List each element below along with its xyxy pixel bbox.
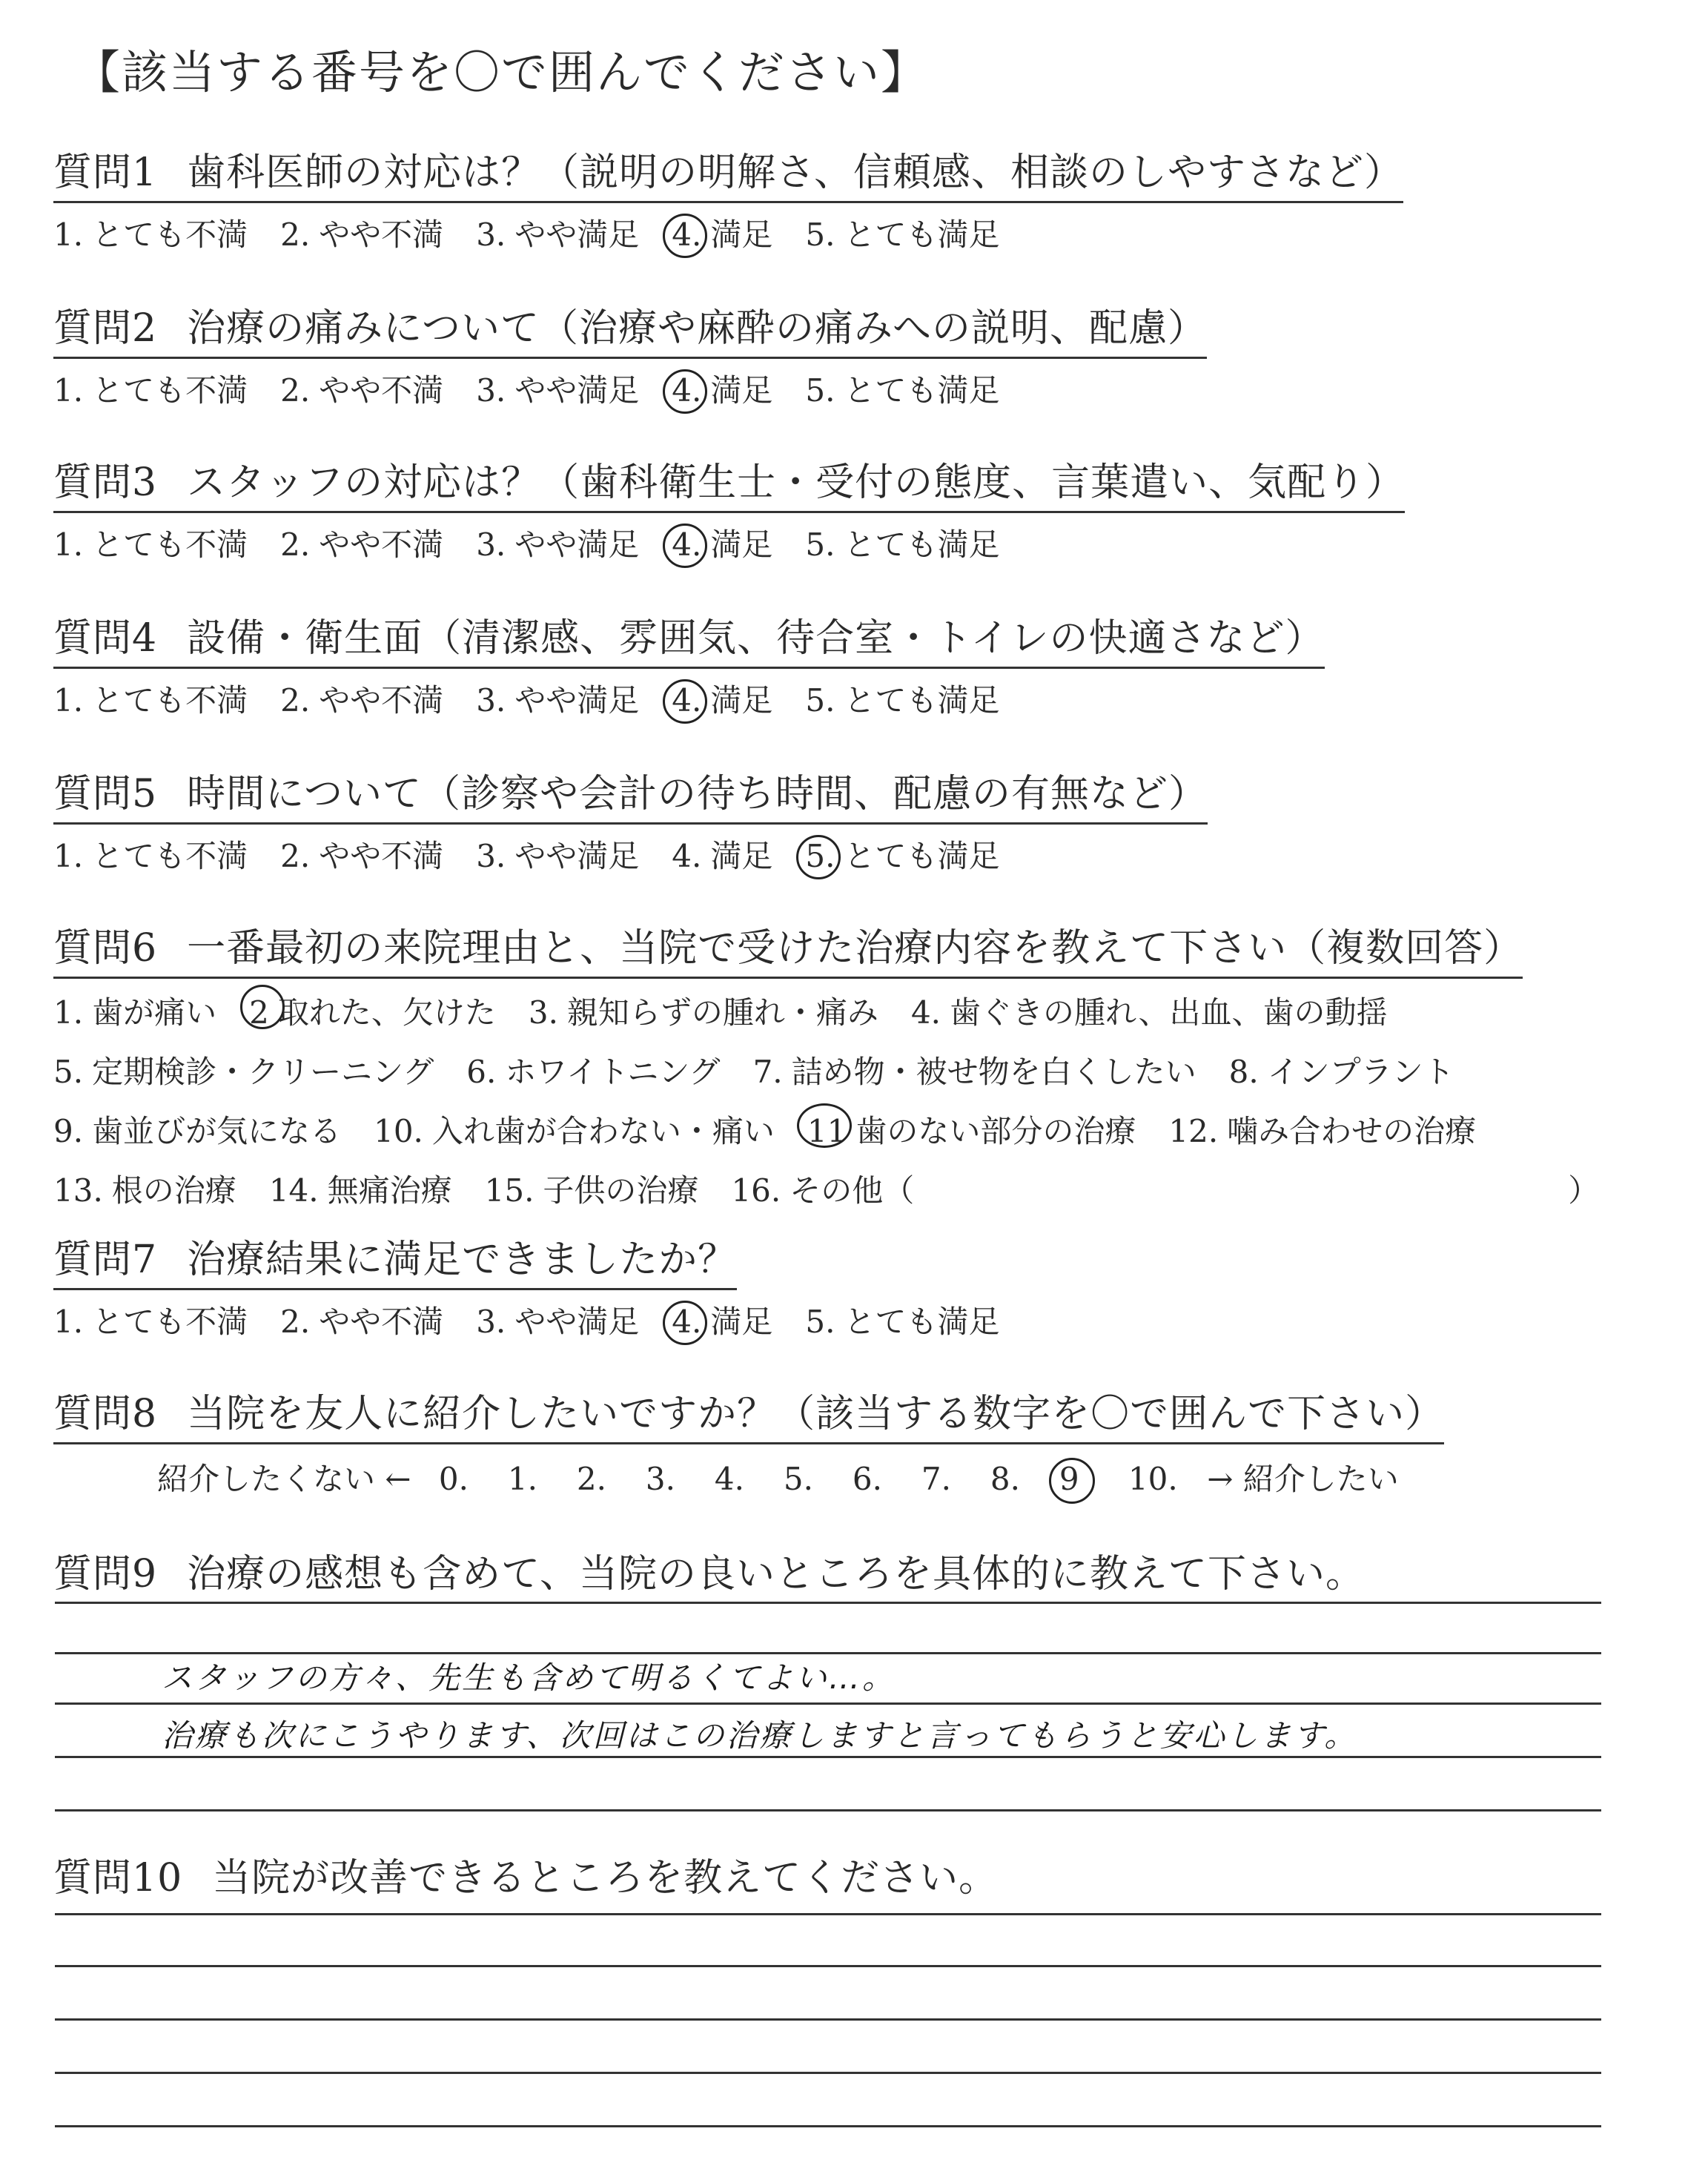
option-label: 歯ぐきの腫れ、出血、歯の動揺 [950,994,1388,1031]
option-number: 14. [268,1172,319,1209]
rating-option-1[interactable] [53,832,248,876]
answer-line [55,1756,1601,1758]
option-number: 2. [280,682,311,719]
scale-option-1[interactable]: 1. [507,1461,537,1497]
option-number: 12. [1168,1113,1219,1149]
option-number: 3. [476,838,506,874]
question-text: 当院が改善できるところを教えてください。 [212,1856,999,1900]
rating-option-3[interactable] [476,521,639,565]
rating-option-2[interactable] [280,521,443,565]
option-label: とても不満 [92,526,248,563]
question-1 [53,141,1403,255]
answer-line [55,2018,1601,2021]
option-label: 根の治療 [111,1172,236,1209]
question-number: 質問4 [53,616,158,661]
question-text: スタッフの対応は？（歯科衛生士・受付の態度、言葉遣い、気配り） [187,460,1406,505]
question-10 [53,1846,998,1906]
question-10-title [53,1846,998,1906]
question-number: 質問2 [53,306,158,351]
answer-line [55,1965,1601,1967]
option-number: 9. [53,1113,84,1149]
rating-option-5[interactable] [805,521,999,565]
scale-option-7[interactable]: 7. [921,1461,951,1497]
option-number: 2. [280,217,311,253]
option-number: 1. [53,372,84,409]
option-label: とても不満 [92,682,248,719]
choice-option[interactable] [731,1166,1599,1216]
option-number: 1. [53,526,84,563]
rating-option-4[interactable] [672,521,772,565]
choice-option[interactable] [374,1106,775,1157]
option-label: やや満足 [514,526,640,563]
choice-option[interactable] [53,1106,341,1157]
option-label: 詰め物・被せ物を白くしたい [791,1054,1196,1090]
option-label: やや不満 [319,526,444,563]
rating-options [53,832,1208,876]
question-5-title [53,762,1208,825]
option-label: とても満足 [844,217,1000,253]
option-number: 4. [672,838,702,874]
question-3 [53,451,1405,565]
option-label: 歯並びが気になる [92,1113,342,1149]
option-number: 10. [374,1113,423,1149]
option-label: とても満足 [844,1304,1000,1340]
option-label: とても不満 [92,838,248,874]
option-number: 1. [53,682,84,719]
answer-line [55,2072,1601,2074]
rating-option-3[interactable] [476,211,639,255]
option-number: 3. [476,1304,506,1340]
option-label: 満足 [710,526,773,563]
option-number: 3. [476,526,506,563]
option-label: 定期検診・クリーニング [92,1054,434,1090]
rating-option-5[interactable] [805,1298,999,1342]
rating-option-5[interactable] [805,211,999,255]
question-2-title [53,297,1207,359]
rating-options [53,676,1325,721]
choice-line-2 [53,1047,1632,1097]
option-label: 満足 [710,682,773,719]
option-number: 1. [53,994,84,1031]
question-text: 治療の痛みについて（治療や麻酔の痛みへの説明、配慮） [187,306,1208,351]
rating-option-1[interactable] [53,521,248,565]
option-number: 4. [910,994,941,1031]
option-label: とても満足 [844,372,1000,409]
option-label: 無痛治療 [327,1172,452,1209]
choice-option[interactable] [269,1166,452,1216]
option-label: 歯が痛い [92,994,217,1031]
rating-options [53,366,1207,411]
option-number: 3. [476,217,506,253]
question-number: 質問8 [53,1392,158,1436]
choice-option[interactable] [1229,1047,1454,1097]
question-4-title [53,607,1325,669]
option-label: やや不満 [319,217,444,253]
rating-option-3[interactable] [476,676,639,721]
rating-option-4[interactable] [672,676,772,721]
option-label: 噛み合わせの治療 [1227,1113,1477,1149]
answer-line [55,1809,1601,1811]
rating-option-2[interactable] [280,676,443,721]
question-4 [53,607,1325,721]
rating-option-2[interactable] [280,366,443,411]
question-number: 質問3 [53,460,158,505]
option-number: 4. [672,682,702,719]
option-label: 満足 [710,372,773,409]
choice-line-3 [53,1106,1632,1157]
option-label: 歯のない部分の治療 [855,1113,1136,1149]
option-number: 4. [672,526,702,563]
question-9 [53,1542,1365,1602]
question-text: 治療の感想も含めて、当院の良いところを具体的に教えて下さい。 [187,1552,1366,1596]
option-label: 取れた、欠けた [277,994,496,1031]
choice-option[interactable] [53,1166,236,1216]
option-number: 5. [805,1304,835,1340]
option-label: やや満足 [514,372,640,409]
rating-option-1[interactable] [53,366,248,411]
scale-option-3[interactable]: 3. [645,1461,675,1497]
option-label: とても満足 [844,838,1000,874]
option-number: 3. [476,682,506,719]
rating-option-2[interactable] [280,211,443,255]
question-text: 設備・衛生面（清潔感、雰囲気、待合室・トイレの快適さなど） [187,616,1325,661]
option-number: 1. [53,217,84,253]
scale-option-2[interactable]: 2. [576,1461,606,1497]
option-number: 4. [672,1304,702,1340]
choice-option[interactable] [485,1166,699,1216]
question-5 [53,762,1208,876]
question-8-title [53,1382,1444,1444]
question-number: 質問5 [53,772,158,816]
option-label: やや不満 [319,682,444,719]
handwritten-answer-line-2: 治療も次にこうやります、次回はこの治療しますと言ってもらうと安心します。 [162,1717,1358,1754]
rating-option-2[interactable] [280,1298,443,1342]
option-label: 満足 [710,1304,773,1340]
option-number: 6. [466,1054,497,1090]
rating-option-1[interactable] [53,211,248,255]
option-label: インプラント [1267,1054,1454,1090]
option-number: 11 [807,1106,847,1157]
scale-option-8[interactable]: 8. [990,1461,1020,1497]
option-label: やや満足 [514,682,640,719]
rating-option-1[interactable] [53,676,248,721]
option-number: 4. [672,372,702,409]
question-6-title [53,916,1523,979]
option-number: 5. [805,217,835,253]
question-text: 一番最初の来院理由と、当院で受けた治療内容を教えて下さい（複数回答） [187,926,1523,971]
question-7 [53,1228,1032,1342]
question-9-title [53,1542,1365,1602]
option-label: 子供の治療 [543,1172,699,1209]
option-number: 15. [484,1172,534,1209]
choice-option[interactable] [1168,1106,1476,1157]
option-label: やや満足 [514,1304,640,1340]
option-label: 入れ歯が合わない・痛い [431,1113,775,1149]
rating-option-3[interactable] [476,1298,639,1342]
question-number: 質問10 [53,1856,183,1900]
rating-option-5[interactable] [805,676,999,721]
option-label: とても不満 [92,1304,248,1340]
option-label: 親知らずの腫れ・痛み [566,994,878,1031]
option-label: ホワイトニング [505,1054,721,1090]
scale-right-label: → 紹介したい [1207,1461,1399,1497]
question-2 [53,297,1207,411]
rating-option-3[interactable] [476,366,639,411]
rating-options [53,211,1403,255]
scale-option-0[interactable]: 0. [438,1461,469,1497]
answer-line [55,1913,1601,1915]
scale-option-5[interactable]: 5. [783,1461,813,1497]
rating-option-4[interactable] [672,1298,772,1342]
option-number: 5. [805,838,835,874]
rating-option-4[interactable] [672,366,772,411]
answer-line [55,1702,1601,1705]
rating-option-3[interactable] [476,832,639,876]
option-label: やや不満 [319,372,444,409]
option-number: 7. [752,1054,783,1090]
scale-option-10[interactable]: 10. [1128,1461,1178,1497]
option-number: 1. [53,1304,84,1340]
option-label: とても満足 [844,682,1000,719]
option-number: 13. [53,1172,103,1209]
question-7-title [53,1228,737,1290]
option-number: 2. [280,526,311,563]
option-number: 2. [280,372,311,409]
rating-options [53,1298,1032,1342]
question-number: 質問9 [53,1552,158,1596]
option-number: 1. [53,838,84,874]
question-number: 質問7 [53,1238,158,1282]
option-label: とても不満 [92,372,248,409]
question-8 [53,1382,1444,1499]
option-number: 5. [805,526,835,563]
option-number: 5. [805,372,835,409]
option-number: 2. [280,838,311,874]
scale-option-6[interactable]: 6. [852,1461,882,1497]
option-number: 3. [528,994,558,1031]
scale-left-label: 紹介したくない ← [157,1461,411,1497]
recommend-scale [157,1455,1444,1499]
handwritten-answer-line-1: スタッフの方々、先生も含めて明るくてよい…。 [162,1659,896,1696]
choice-option[interactable] [753,1047,1196,1097]
option-label: 満足 [710,838,773,874]
rating-option-5[interactable] [805,832,999,876]
scale-numbers [439,1461,1197,1497]
multi-choice-options [53,988,1632,1216]
option-number: 4. [672,217,702,253]
option-label: その他（ ） [790,1172,1600,1209]
scale-option-9[interactable]: 9 [1059,1461,1128,1497]
choice-option[interactable] [53,988,216,1038]
option-label: とても不満 [92,217,248,253]
choice-option[interactable] [529,988,878,1038]
question-3-title [53,451,1405,513]
question-1-title [53,141,1403,203]
option-label: とても満足 [844,526,1000,563]
rating-option-2[interactable] [280,832,443,876]
option-number: 5. [805,682,835,719]
question-text: 時間について（診察や会計の待ち時間、配慮の有無など） [187,772,1208,816]
choice-line-4 [53,1166,1632,1216]
option-number: 16. [731,1172,781,1209]
option-label: 満足 [710,217,773,253]
option-number: 8. [1228,1054,1259,1090]
answer-line [55,1602,1601,1604]
choice-option[interactable] [53,1047,434,1097]
question-text: 歯科医師の対応は？（説明の明解さ、信頼感、相談のしやすさなど） [187,151,1404,195]
choice-option[interactable] [249,988,496,1038]
question-number: 質問1 [53,151,158,195]
page-heading: 【該当する番号を〇で囲んでください】 [74,45,929,99]
question-6 [53,916,1632,1216]
choice-option[interactable] [911,988,1388,1038]
option-number: 3. [476,372,506,409]
choice-option[interactable] [807,1106,1136,1157]
choice-line-1 [53,988,1632,1038]
choice-option[interactable] [466,1047,720,1097]
rating-option-4[interactable] [672,832,772,876]
rating-option-1[interactable] [53,1298,248,1342]
option-label: やや満足 [514,217,640,253]
option-label: やや満足 [514,838,640,874]
question-text: 当院を友人に紹介したいですか？（該当する数字を〇で囲んで下さい） [187,1392,1445,1436]
scale-option-4[interactable]: 4. [714,1461,744,1497]
option-number: 2. [280,1304,311,1340]
option-label: やや不満 [319,1304,444,1340]
answer-line [55,2125,1601,2127]
question-text: 治療結果に満足できましたか？ [187,1238,738,1282]
option-label: やや不満 [319,838,444,874]
option-number: 2 [249,988,269,1038]
option-number: 5. [53,1054,84,1090]
rating-option-4[interactable] [672,211,772,255]
rating-option-5[interactable] [805,366,999,411]
question-number: 質問6 [53,926,158,971]
rating-options [53,521,1405,565]
